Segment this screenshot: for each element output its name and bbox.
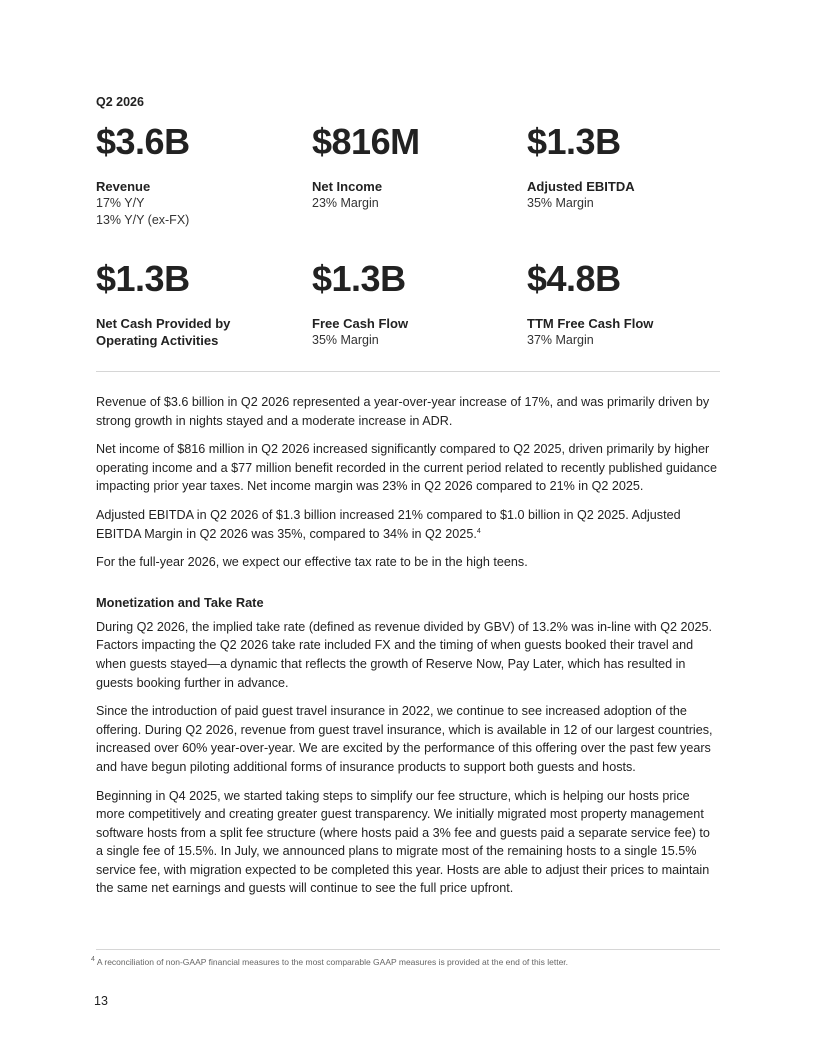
- kpi-sub: 35% Margin: [312, 333, 379, 347]
- kpi-label: Adjusted EBITDA: [527, 179, 635, 194]
- footnote-marker: 4: [91, 956, 95, 964]
- kpi-label: Free Cash Flow: [312, 316, 409, 331]
- kpi-sub: 23% Margin: [312, 196, 379, 210]
- kpi-value: $1.3B: [96, 258, 190, 299]
- kpi-value: $816M: [312, 121, 420, 162]
- kpi-value: $1.3B: [527, 121, 621, 162]
- kpi-operating-cash: [96, 259, 246, 349]
- paragraph-take-rate: During Q2 2026, the implied take rate (defined as revenue divided by GBV) of 13.2% was in-line with Q2 2025. Factors impacting the Q2 2026 take rate included FX and the timing of when guests booked their travel and when guests stayed—a dynamic that reflects the growth of Reserve Now, Pay Later, which has resulted in guests booking further in advance.: [96, 619, 713, 690]
- period-label: Q2 2026: [96, 95, 144, 109]
- footnote-divider: [96, 949, 720, 950]
- kpi-free-cash-flow: [312, 259, 522, 349]
- kpi-sub: 37% Margin: [527, 333, 594, 347]
- paragraph-tax: For the full-year 2026, we expect our effective tax rate to be in the high teens.: [96, 555, 528, 570]
- kpi-ttm-free-cash-flow: [527, 259, 737, 349]
- paragraph-revenue: Revenue of $3.6 billion in Q2 2026 represented a year-over-year increase of 17%, and was primarily driven by strong growth in nights stayed and a moderate increase in ADR.: [96, 395, 710, 428]
- paragraph-net-income: Net income of $816 million in Q2 2026 increased significantly compared to Q2 2025, driven primarily by higher operating income and a $77 million benefit recorded in the current period related to recently published guidance impacting prior year taxes. Net income margin was 23% in Q2 2026 compared to 21% in Q2 2025.: [96, 442, 717, 494]
- ebitda-text: Adjusted EBITDA in Q2 2026 of $1.3 billion increased 21% compared to $1.0 billion in Q2 2025. Adjusted EBITDA Margin in Q2 2026 was 35%, compared to 34% in Q2 2025.: [96, 507, 681, 541]
- section-heading: Monetization and Take Rate: [96, 594, 264, 610]
- page-number: 13: [94, 994, 108, 1008]
- footnote: [91, 957, 568, 967]
- body-text: [96, 393, 720, 908]
- paragraph-fees: Beginning in Q4 2025, we started taking steps to simplify our fee structure, which is helping our hosts price more competitively and creating greater guest transparency. We initially migrated most property management software hosts from a split fee structure (where hosts paid a 3% fee and guests paid a separate service fee) to a single fee of 15.5%. In July, we announced plans to migrate most of the remaining hosts to a single 15.5% service fee, with migration expected to be completed this year. Hosts are able to adjust their prices to maintain the same net earnings and guests will continue to see the full price upfront.: [96, 788, 710, 896]
- kpi-label: TTM Free Cash Flow: [527, 316, 654, 331]
- kpi-label: Revenue: [96, 179, 151, 194]
- kpi-value: $1.3B: [312, 258, 406, 299]
- kpi-value: $4.8B: [527, 258, 621, 299]
- kpi-revenue: [96, 122, 306, 228]
- kpi-adjusted-ebitda: [527, 122, 737, 212]
- kpi-label: Net Cash Provided by Operating Activities: [96, 316, 231, 348]
- footnote-text: A reconciliation of non-GAAP financial measures to the most comparable GAAP measures is provided at the end of this letter.: [96, 957, 569, 967]
- section-divider: [96, 371, 720, 372]
- footnote-ref: 4: [476, 527, 481, 535]
- kpi-value: $3.6B: [96, 121, 190, 162]
- paragraph-insurance: Since the introduction of paid guest travel insurance in 2022, we continue to see increased adoption of the offering. During Q2 2026, revenue from guest travel insurance, which is available in 12 of our largest countries, increased over 60% year-over-year. We are excited by the performance of this offering over the past few years and have begun piloting additional forms of insurance products to support both guests and hosts.: [96, 704, 713, 774]
- paragraph-ebitda: [96, 506, 720, 543]
- kpi-label: Net Income: [312, 179, 383, 194]
- kpi-sub: 13% Y/Y (ex-FX): [96, 212, 190, 227]
- kpi-net-income: [312, 122, 522, 212]
- kpi-sub: 35% Margin: [527, 196, 594, 210]
- kpi-sub: 17% Y/Y: [96, 196, 145, 210]
